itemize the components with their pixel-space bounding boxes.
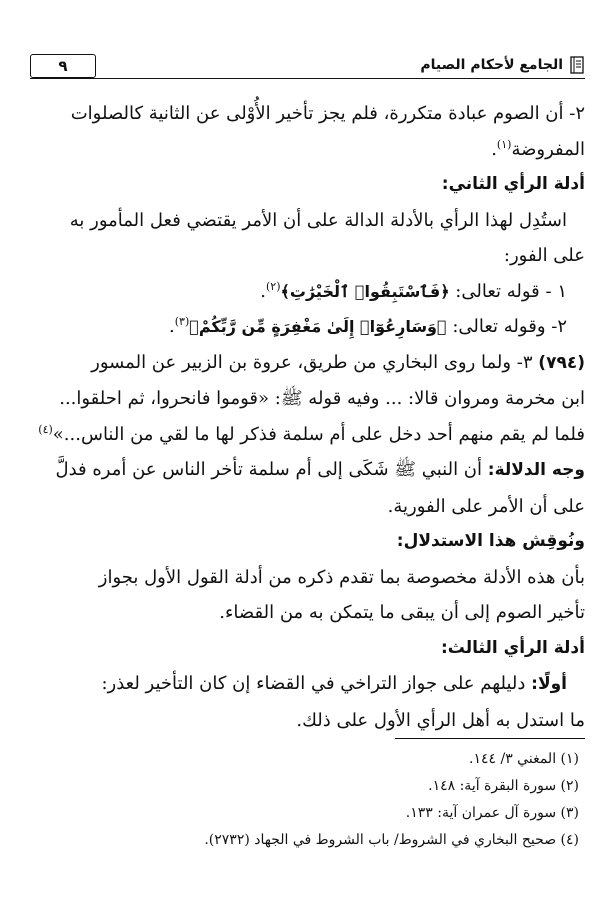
- item2-prefix: ٢- وقوله تعالى:: [446, 316, 567, 337]
- hadith-line3: [30, 417, 585, 453]
- para1-end: .: [491, 138, 497, 160]
- footnote-1: (١) المغني ٣/ ١٤٤.: [469, 751, 579, 767]
- awwalan-line1-text: دليلهم على جواز التراخي في القضاء إن كان التأخير لعذر:: [101, 673, 532, 694]
- item1-prefix: ١ - قوله تعالى:: [449, 280, 567, 302]
- footnote-ref-3[interactable]: (٣): [174, 315, 190, 328]
- page-number-box: [30, 54, 96, 78]
- paragraph-1: [30, 96, 585, 167]
- evidence-item-2: [30, 309, 585, 345]
- footnote-4: (٤) صحيح البخاري في الشروط/ باب الشروط في الجهاد (٢٧٣٢).: [204, 832, 579, 848]
- para1-text: ٢- أن الصوم عبادة متكررة، فلم يجز تأخير الأُوْلى عن الثانية كالصلوات المفروضة: [70, 103, 585, 160]
- heading-second-opinion: أدلة الرأي الثاني:: [441, 174, 585, 194]
- page-number: ٩: [58, 57, 68, 75]
- running-header: [420, 54, 585, 76]
- hadith-line2: ابن مخرمة ومروان قالا: ... وفيه قوله ﷺ: «قوموا فانحروا، ثم احلقوا...: [59, 388, 585, 409]
- footnote-ref-2[interactable]: (٢): [265, 279, 281, 293]
- wajh-line1-text: أن النبي ﷺ شَكَى إلى أم سلمة تأخر الناس عن أمره فدلَّ: [55, 459, 488, 480]
- nuqish-heading: ونُوقِش هذا الاستدلال:: [396, 531, 585, 551]
- body-text: [30, 96, 585, 738]
- wajh-line1: [30, 452, 585, 489]
- item1-end: .: [260, 280, 266, 302]
- para2-line1: استُدِل لهذا الرأي بالأدلة الدالة على أن الأمر يقتضي فعل المأمور به: [69, 209, 567, 231]
- item1-quran: ﴿فَٱسْتَبِقُوا۟ ٱلْخَيْرَٰتِ﴾: [280, 281, 450, 301]
- wajh-line2: على أن الأمر على الفورية.: [387, 495, 585, 517]
- evidence-item-1: [30, 274, 585, 310]
- hadith-line1: [30, 345, 585, 382]
- awwalan-line1: [30, 666, 585, 703]
- hadith-number: (٧٩٤): [538, 352, 585, 373]
- heading-third-opinion: أدلة الرأي الثالث:: [441, 637, 585, 658]
- awwalan-line2: ما استدل به أهل الرأي الأول على ذلك.: [296, 709, 585, 731]
- hadith-line3-text: فلما لم يقم منهم أحد دخل على أم سلمة فذكر لها ما لقي من الناس...»: [52, 423, 585, 445]
- book-icon: [569, 56, 585, 74]
- footnote-ref-1[interactable]: (١): [496, 137, 512, 151]
- wajh-label: وجه الدلالة:: [487, 460, 585, 480]
- footnote-3: (٣) سورة آل عمران آية: ١٣٣.: [405, 805, 579, 821]
- nuqish-line2: تأخير الصوم إلى أن يبقى ما يتمكن به من القضاء.: [219, 602, 585, 623]
- running-title: الجامع لأحكام الصيام: [420, 57, 563, 73]
- item2-end: .: [169, 316, 175, 337]
- item2-quran: ﴿وَسَارِعُوٓا۟ إِلَىٰ مَغْفِرَةٍ مِّن رَّبِّكُمْ﴾: [189, 317, 447, 336]
- header-rule: [30, 78, 585, 79]
- footnote-ref-4[interactable]: (٤): [38, 422, 53, 436]
- awwalan-label: أولًا:: [531, 674, 567, 694]
- footnote-divider: [395, 738, 585, 739]
- footnote-2: (٢) سورة البقرة آية: ١٤٨.: [428, 778, 579, 794]
- para2-line2: على الفور:: [503, 245, 585, 266]
- nuqish-line1: بأن هذه الأدلة مخصوصة بما تقدم ذكره من أدلة القول الأول بجواز: [98, 566, 585, 588]
- footnotes: [30, 746, 585, 854]
- hadith-line1-text: ٣- ولما روى البخاري من طريق، عروة بن الزبير عن المسور: [91, 351, 533, 373]
